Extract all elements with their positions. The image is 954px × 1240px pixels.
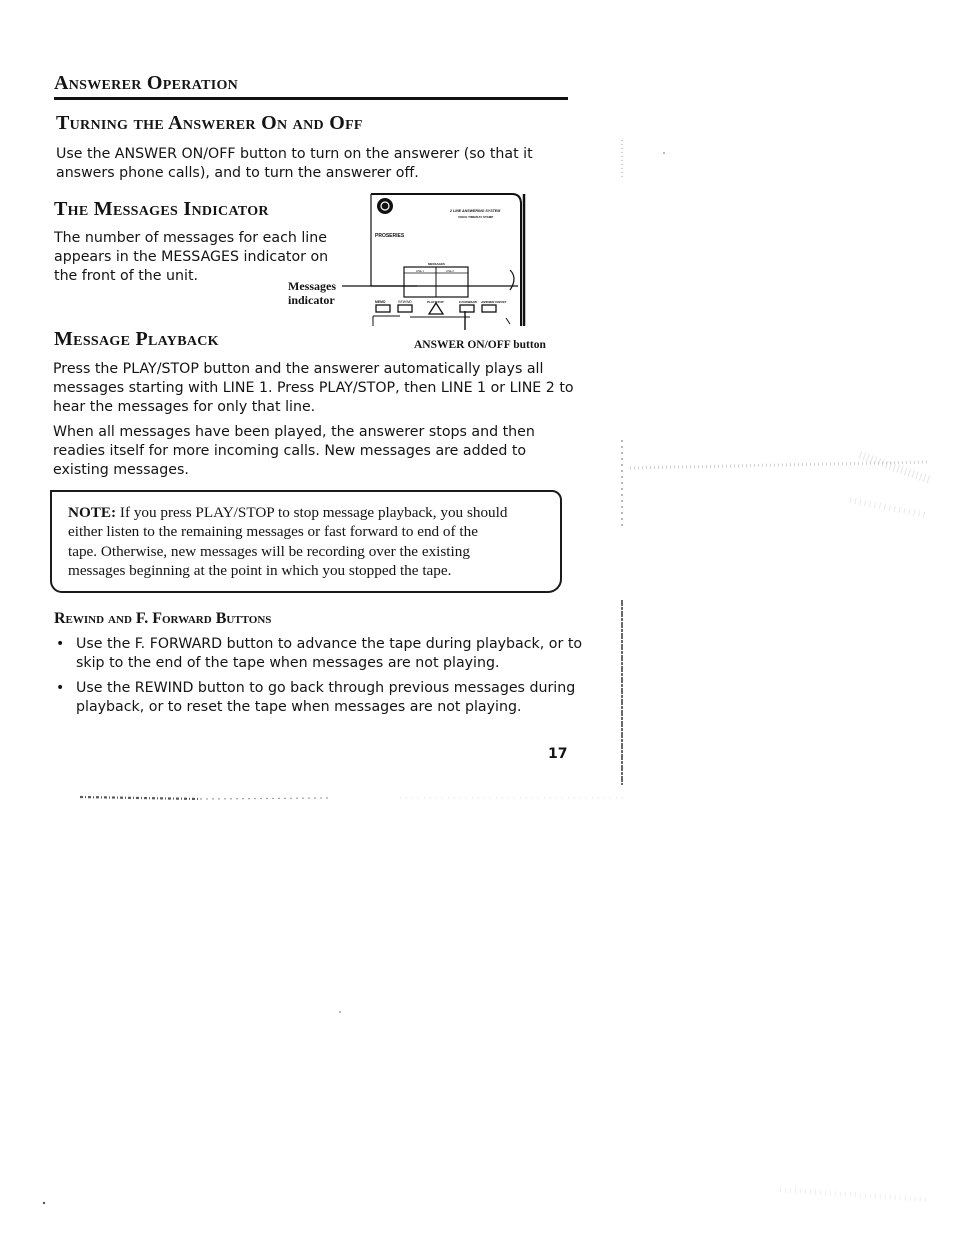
text-line: When all messages have been played, the answerer stops and then [53, 424, 535, 440]
fforward-label: F.FORWARD [459, 300, 477, 304]
panel-messages-label: MESSAGES [428, 262, 446, 266]
note-line: either listen to the remaining messages or fast forward to end of the [68, 523, 478, 541]
page-heading: Answerer Operation [54, 72, 239, 94]
caption-line: indicator [288, 293, 335, 307]
text-line: answers phone calls), and to turn the answerer off. [56, 164, 419, 181]
text-line: appears in the MESSAGES indicator on [54, 248, 329, 265]
text-line: Use the F. FORWARD button to advance the tape during playback, or to [76, 636, 583, 652]
bullet-marker: • [56, 680, 65, 696]
note-line: tape. Otherwise, new messages will be recording over the existing [68, 542, 470, 560]
section-title-turning: Turning the Answerer On and Off [56, 112, 363, 134]
note-line: messages beginning at the point in which you stopped the tape. [68, 562, 452, 580]
answer-button-caption: ANSWER ON/OFF button [414, 339, 546, 351]
memo-label: MEMO [375, 300, 386, 304]
answer-onoff-label: ANSWER ON/OFF [481, 300, 507, 304]
text-line: the front of the unit. [54, 267, 199, 284]
text-line: Use the ANSWER ON/OFF button to turn on the answerer (so that it [56, 146, 533, 162]
line1-label: LINE 1 [416, 270, 424, 273]
text-line: Press the PLAY/STOP button and the answerer automatically plays all [53, 361, 544, 377]
page-number: 17 [548, 746, 568, 762]
playstop-label: PLAY/STOP [427, 300, 444, 304]
section-title-indicator: The Messages Indicator [54, 198, 269, 220]
text-line: skip to the end of the tape when messages are not playing. [76, 654, 500, 671]
section-title-buttons: Rewind and F. Forward Buttons [54, 610, 272, 627]
text-line: existing messages. [53, 461, 189, 478]
caption-line: Messages [288, 279, 336, 293]
note-label: NOTE: [68, 504, 117, 521]
text-line: Use the REWIND button to go back through previous messages during [76, 680, 576, 696]
text-line: playback, or to reset the tape when messages are not playing. [76, 698, 522, 715]
text-line: messages starting with LINE 1. Press PLAY/STOP, then LINE 1 or LINE 2 to [53, 379, 574, 396]
panel-brand: PROSERIES [375, 233, 405, 239]
text-line: readies itself for more incoming calls. New messages are added to [53, 442, 527, 459]
line2-label: LINE 2 [446, 270, 454, 273]
panel-title: 2 LINE ANSWERING SYSTEM [450, 209, 501, 213]
text-line: The number of messages for each line [54, 230, 327, 246]
text-line: hear the messages for only that line. [53, 398, 316, 415]
panel-subtitle: VOICE TIME/DAY STAMP [458, 215, 494, 219]
bullet-marker: • [56, 636, 65, 652]
note-line: If you press PLAY/STOP to stop message playback, you should [116, 504, 508, 521]
rewind-label: REWIND [398, 300, 412, 304]
section-title-playback: Message Playback [54, 328, 219, 350]
